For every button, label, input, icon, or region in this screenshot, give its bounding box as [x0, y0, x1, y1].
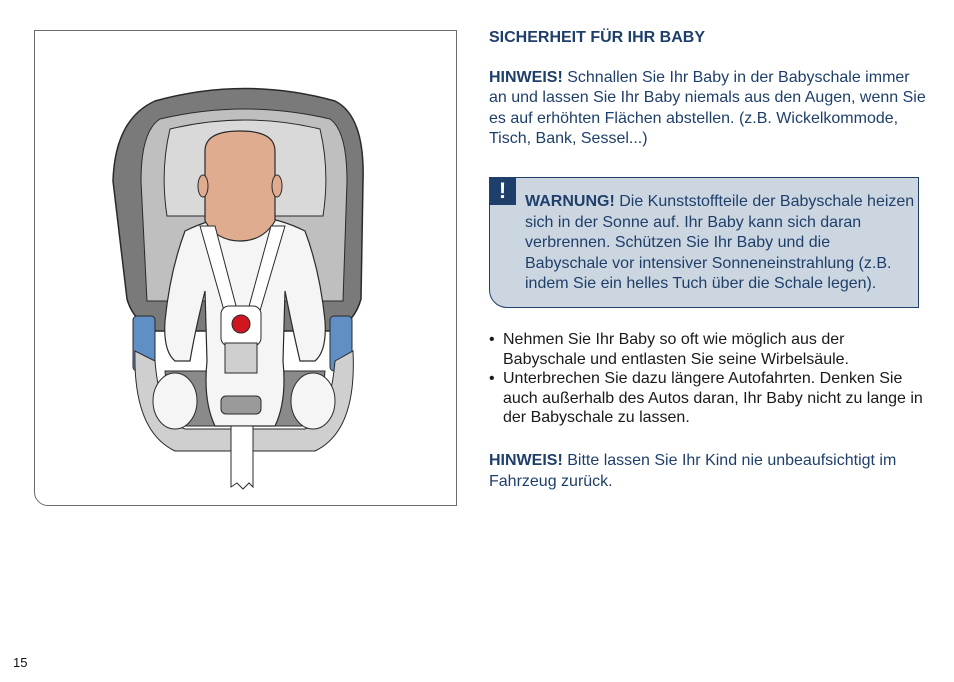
warning-label: WARNUNG! [525, 193, 615, 210]
warning-text-block [525, 192, 917, 295]
warning-text: Die Kunststoffteile der Babyschale heizen sich in der Sonne auf. Ihr Baby kann sich daran verbrennen. Schützen Sie Ihr Baby und die Babyschale vor intensiver Sonneneinstrahlung (z.B. indem Sie ein helles Tuch über die Schale legen). [525, 193, 915, 292]
warning-box [489, 177, 919, 308]
page-number: 15 [13, 655, 28, 670]
baby-seat-illustration [35, 31, 458, 507]
bullet-list [489, 330, 929, 428]
crotch-pad [225, 343, 257, 373]
baby-ear-right [272, 175, 282, 197]
exclamation-icon: ! [489, 177, 516, 205]
baby-ear-left [198, 175, 208, 197]
note-hinweis-1 [489, 68, 929, 150]
note-label: HINWEIS! [489, 68, 563, 86]
list-item: • Unterbrechen Sie dazu längere Autofahrten. Denken Sie auch außerhalb des Autos daran, Ihr Baby nicht zu lange in der Babyschale zu lassen. [489, 369, 929, 428]
illustration-frame [34, 30, 457, 506]
buckle-red-button [232, 315, 250, 333]
note-label: HINWEIS! [489, 452, 563, 469]
baby-foot-right [291, 373, 335, 429]
text-column [489, 28, 929, 150]
note-hinweis-2 [489, 451, 929, 492]
baby-head [205, 131, 275, 241]
note-text: Schnallen Sie Ihr Baby in der Babyschale immer an und lassen Sie Ihr Baby niemals aus den Augen, wenn Sie es auf erhöhten Flächen abstellen. (z.B. Wickelkommode, Tisch, Bank, Sessel...) [489, 68, 926, 147]
baby-foot-left [153, 373, 197, 429]
list-item: • Nehmen Sie Ihr Baby so oft wie möglich aus der Babyschale und entlasten Sie seine Wirbelsäule. [489, 330, 929, 369]
section-title: SICHERHEIT FÜR IHR BABY [489, 29, 706, 46]
note-text: Bitte lassen Sie Ihr Kind nie unbeaufsichtigt im Fahrzeug zurück. [489, 452, 897, 490]
belt-guide [221, 396, 261, 414]
seat-belt [231, 426, 253, 489]
